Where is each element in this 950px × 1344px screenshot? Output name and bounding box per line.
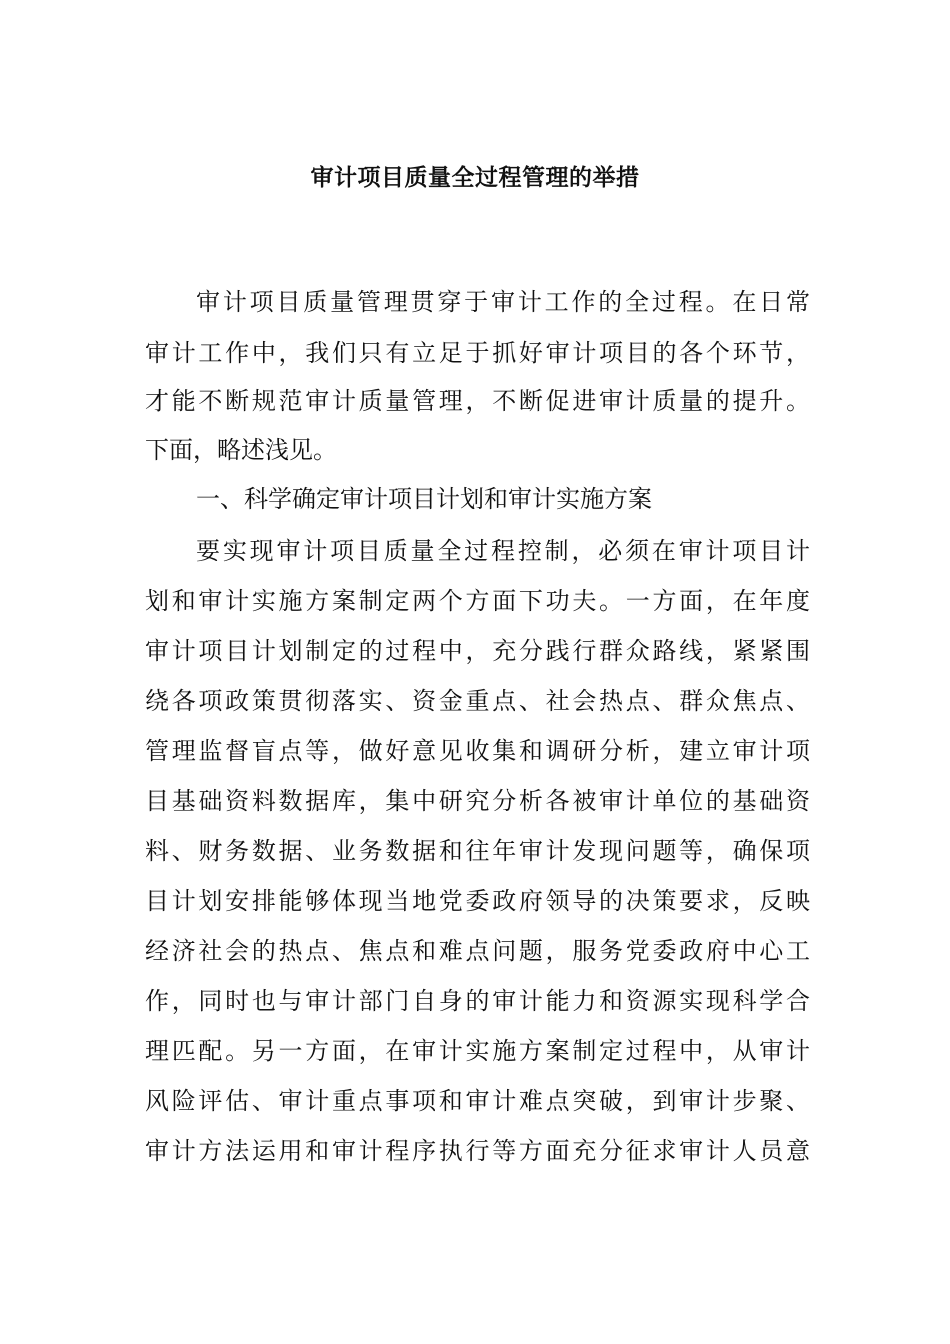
paragraph-line: 管理监督盲点等，做好意见收集和调研分析，建立审计项 [145,737,810,765]
paragraph-line: 才能不断规范审计质量管理，不断促进审计质量的提升。 [145,387,810,415]
paragraph-line: 理匹配。另一方面，在审计实施方案制定过程中，从审计 [145,1037,810,1065]
paragraph-line: 划和审计实施方案制定两个方面下功夫。一方面，在年度 [145,587,810,615]
section-heading: 一、科学确定审计项目计划和审计实施方案 [196,485,652,513]
paragraph-line: 审计方法运用和审计程序执行等方面充分征求审计人员意 [145,1137,810,1165]
paragraph-line: 审计项目计划制定的过程中，充分践行群众路线，紧紧围 [145,637,810,665]
paragraph-line: 作，同时也与审计部门自身的审计能力和资源实现科学合 [145,987,810,1015]
paragraph-line: 下面，略述浅见。 [145,436,337,464]
paragraph-line: 审计工作中，我们只有立足于抓好审计项目的各个环节， [145,339,810,367]
paragraph-line: 风险评估、审计重点事项和审计难点突破，到审计步聚、 [145,1087,810,1115]
paragraph-line: 绕各项政策贯彻落实、资金重点、社会热点、群众焦点、 [145,687,810,715]
paragraph-line: 料、财务数据、业务数据和往年审计发现问题等，确保项 [145,837,810,865]
paragraph-line: 经济社会的热点、焦点和难点问题，服务党委政府中心工 [145,937,810,965]
document-title: 审计项目质量全过程管理的举措 [310,165,640,191]
paragraph-line: 要实现审计项目质量全过程控制，必须在审计项目计 [196,537,810,565]
paragraph-line: 审计项目质量管理贯穿于审计工作的全过程。在日常 [196,288,810,316]
paragraph-line: 目计划安排能够体现当地党委政府领导的决策要求，反映 [145,887,810,915]
paragraph-line: 目基础资料数据库，集中研究分析各被审计单位的基础资 [145,787,810,815]
